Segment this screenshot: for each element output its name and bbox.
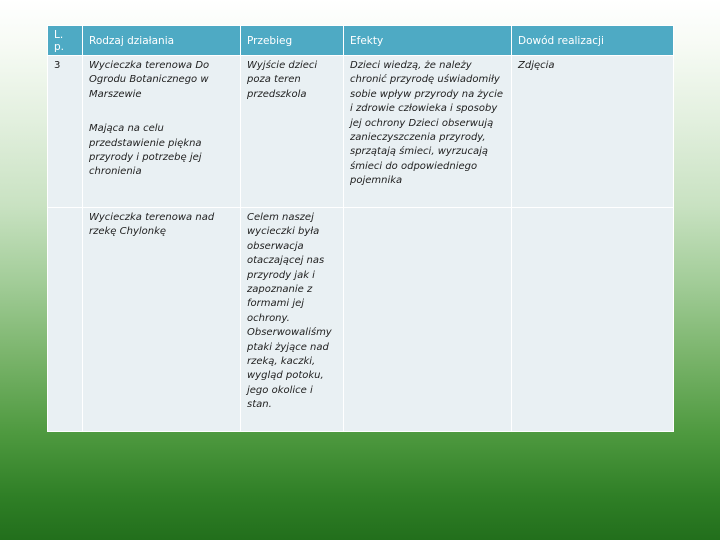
table-row xyxy=(48,56,674,208)
header-dowod-realizacji: Dowód realizacji xyxy=(512,26,674,56)
cell-lp xyxy=(48,208,83,432)
cell-efekty xyxy=(344,56,512,208)
activities-table-container xyxy=(47,25,673,431)
activity-title: Wycieczka terenowa nad rzekę Chylonkę xyxy=(89,212,215,238)
evidence-text: Zdjęcia xyxy=(518,60,555,71)
header-rodzaj-dzialania: Rodzaj działania xyxy=(83,26,241,56)
cell-lp: 3 xyxy=(48,56,83,208)
header-lp: L. p. xyxy=(48,26,83,56)
cell-dowod-realizacji xyxy=(512,208,674,432)
cell-efekty xyxy=(344,208,512,432)
course-text: Wyjście dzieci poza teren przedszkola xyxy=(247,60,318,100)
activities-table xyxy=(47,25,674,432)
cell-przebieg xyxy=(241,56,344,208)
table-row xyxy=(48,208,674,432)
cell-przebieg xyxy=(241,208,344,432)
header-przebieg: Przebieg xyxy=(241,26,344,56)
header-efekty: Efekty xyxy=(344,26,512,56)
activity-title: Wycieczka terenowa Do Ogrodu Botanicznego w Marszewie xyxy=(89,60,210,100)
activity-purpose: Mająca na celu przedstawienie piękna przyrody i potrzebę jej chronienia xyxy=(89,123,202,178)
cell-dowod-realizacji xyxy=(512,56,674,208)
cell-rodzaj-dzialania xyxy=(83,208,241,432)
table-header-row xyxy=(48,26,674,56)
course-text: Celem naszej wycieczki była obserwacja otaczającej nas przyrody jak i zapoznanie z formami jej ochrony. Obserwowaliśmy ptaki żyjące nad rzeką, kaczki, wygląd potoku, jego okolice i stan. xyxy=(247,212,332,411)
effects-text: Dzieci wiedzą, że należy chronić przyrodę uświadomiły sobie wpływ przyrody na życie i zdrowie człowieka i sposoby jej ochrony Dzieci obserwują zanieczyszczenia przyrody, sprzątają śmieci, wyrzucają śmieci do odpowiedniego pojemnika xyxy=(350,60,503,187)
cell-rodzaj-dzialania xyxy=(83,56,241,208)
